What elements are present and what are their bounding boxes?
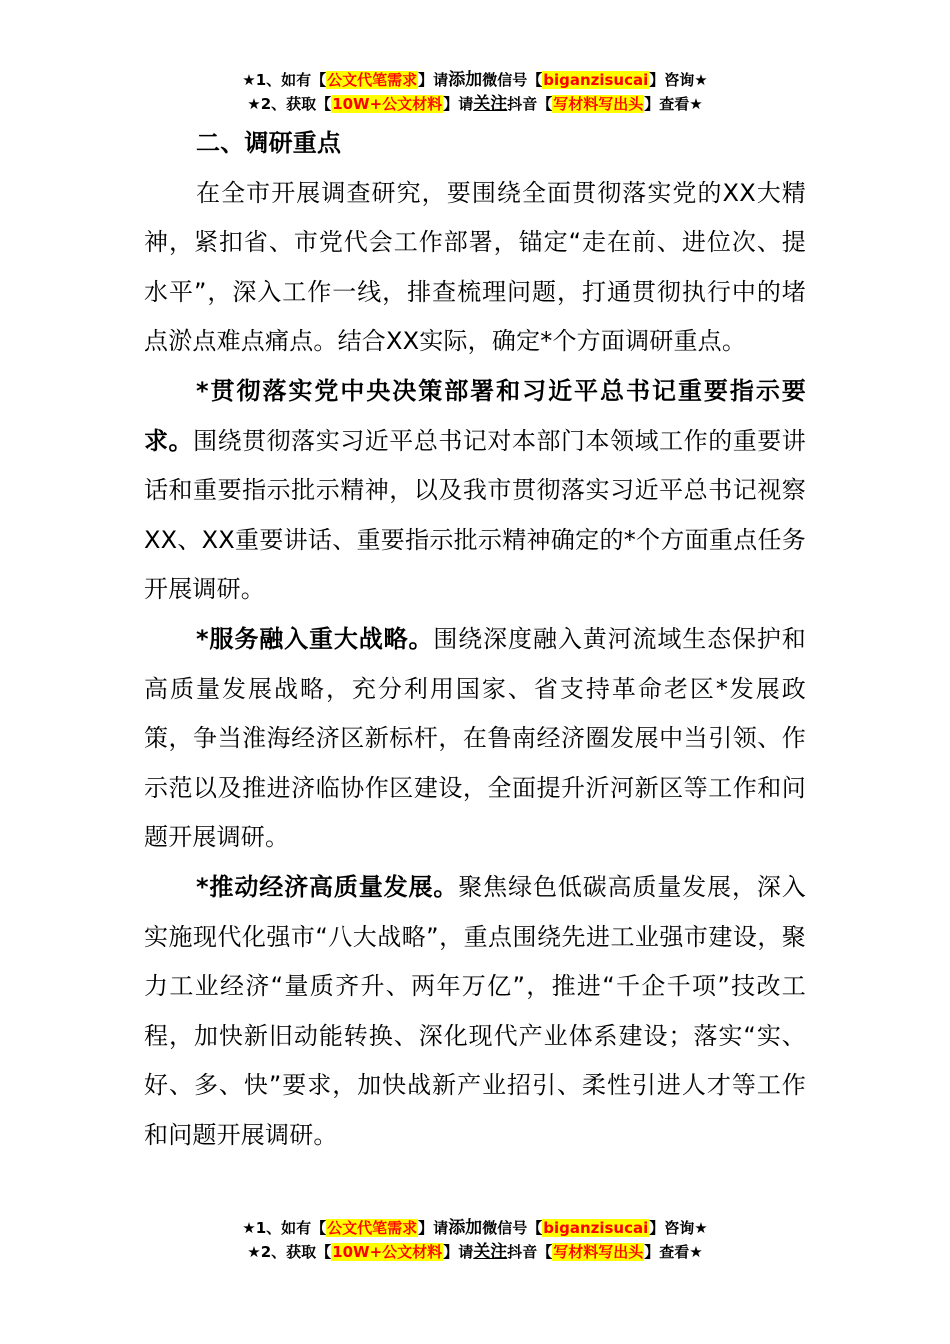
banner-text: 抖音【 (507, 1243, 553, 1261)
section-heading: 二、调研重点 (196, 129, 342, 157)
banner-text: 】咨询★ (649, 71, 708, 89)
key-point-title: *服务融入重大战略。 (196, 624, 434, 653)
banner-highlight: 10W+公文材料 (332, 1243, 443, 1261)
header-banner (0, 68, 950, 116)
banner-emphasis: 添加 (448, 70, 483, 90)
key-point-body: 围绕深度融入黄河流域生态保护和高质量发展战略，充分利用国家、省支持革命老区*发展政策，争当淮海经济区新标杆，在鲁南经济圈发展中当引领、作示范以及推进济临协作区建设，全面提升沂河新区等工作和问题开展调研。 (144, 624, 806, 852)
banner-highlight: 写材料写出头 (553, 1243, 644, 1261)
banner-highlight: biganzisucai (543, 1219, 649, 1237)
banner-emphasis: 关注 (473, 94, 508, 114)
key-point-title: *贯彻落实党中央决策部署和习近平总书记重要指示要求。 (144, 376, 806, 455)
banner-text: ★1、如有【 (242, 71, 327, 89)
banner-text: ★2、获取【 (247, 95, 332, 113)
key-point-body: 围绕贯彻落实习近平总书记对本部门本领域工作的重要讲话和重要指示批示精神，以及我市贯彻落实习近平总书记视察XX、XX重要讲话、重要指示批示精神确定的*个方面重点任务开展调研。 (144, 426, 806, 604)
footer-banner (0, 1216, 950, 1264)
banner-highlight: 写材料写出头 (553, 95, 644, 113)
banner-text: 】咨询★ (649, 1219, 708, 1237)
banner-highlight: 公文代笔需求 (327, 1219, 418, 1237)
banner-line-1 (0, 68, 950, 92)
banner-highlight: 公文代笔需求 (327, 71, 418, 89)
banner-text: ★2、获取【 (247, 1243, 332, 1261)
key-point-paragraph (144, 863, 806, 1161)
banner-line-2 (0, 1240, 950, 1264)
banner-emphasis: 关注 (473, 1242, 508, 1262)
key-point-paragraph (144, 615, 806, 863)
key-point-title: *推动经济高质量发展。 (196, 872, 459, 901)
banner-highlight: 10W+公文材料 (332, 95, 443, 113)
banner-emphasis: 添加 (448, 1218, 483, 1238)
banner-highlight: biganzisucai (543, 71, 649, 89)
banner-text: 】请 (418, 1219, 449, 1237)
document-body (144, 119, 806, 1160)
banner-line-1 (0, 1216, 950, 1240)
banner-text: 微信号【 (482, 71, 543, 89)
key-point-paragraph (144, 367, 806, 615)
banner-text: 微信号【 (482, 1219, 543, 1237)
key-point-body: 聚焦绿色低碳高质量发展，深入实施现代化强市“八大战略”，重点围绕先进工业强市建设，聚力工业经济“量质齐升、两年万亿”，推进“千企千项”技改工程，加快新旧动能转换、深化现代产业体系建设；落实“实、好、多、快”要求，加快战新产业招引、柔性引进人才等工作和问题开展调研。 (144, 872, 806, 1149)
banner-line-2 (0, 92, 950, 116)
banner-text: 】请 (443, 95, 474, 113)
banner-text: 】查看★ (644, 95, 703, 113)
banner-text: 】查看★ (644, 1243, 703, 1261)
banner-text: 】请 (418, 71, 449, 89)
banner-text: 抖音【 (507, 95, 553, 113)
banner-text: 】请 (443, 1243, 474, 1261)
banner-text: ★1、如有【 (242, 1219, 327, 1237)
intro-paragraph: 在全市开展调查研究，要围绕全面贯彻落实党的XX大精神，紧扣省、市党代会工作部署，锚定“走在前、进位次、提水平”，深入工作一线，排查梳理问题，打通贯彻执行中的堵点淤点难点痛点。结合XX实际，确定*个方面调研重点。 (144, 178, 806, 356)
